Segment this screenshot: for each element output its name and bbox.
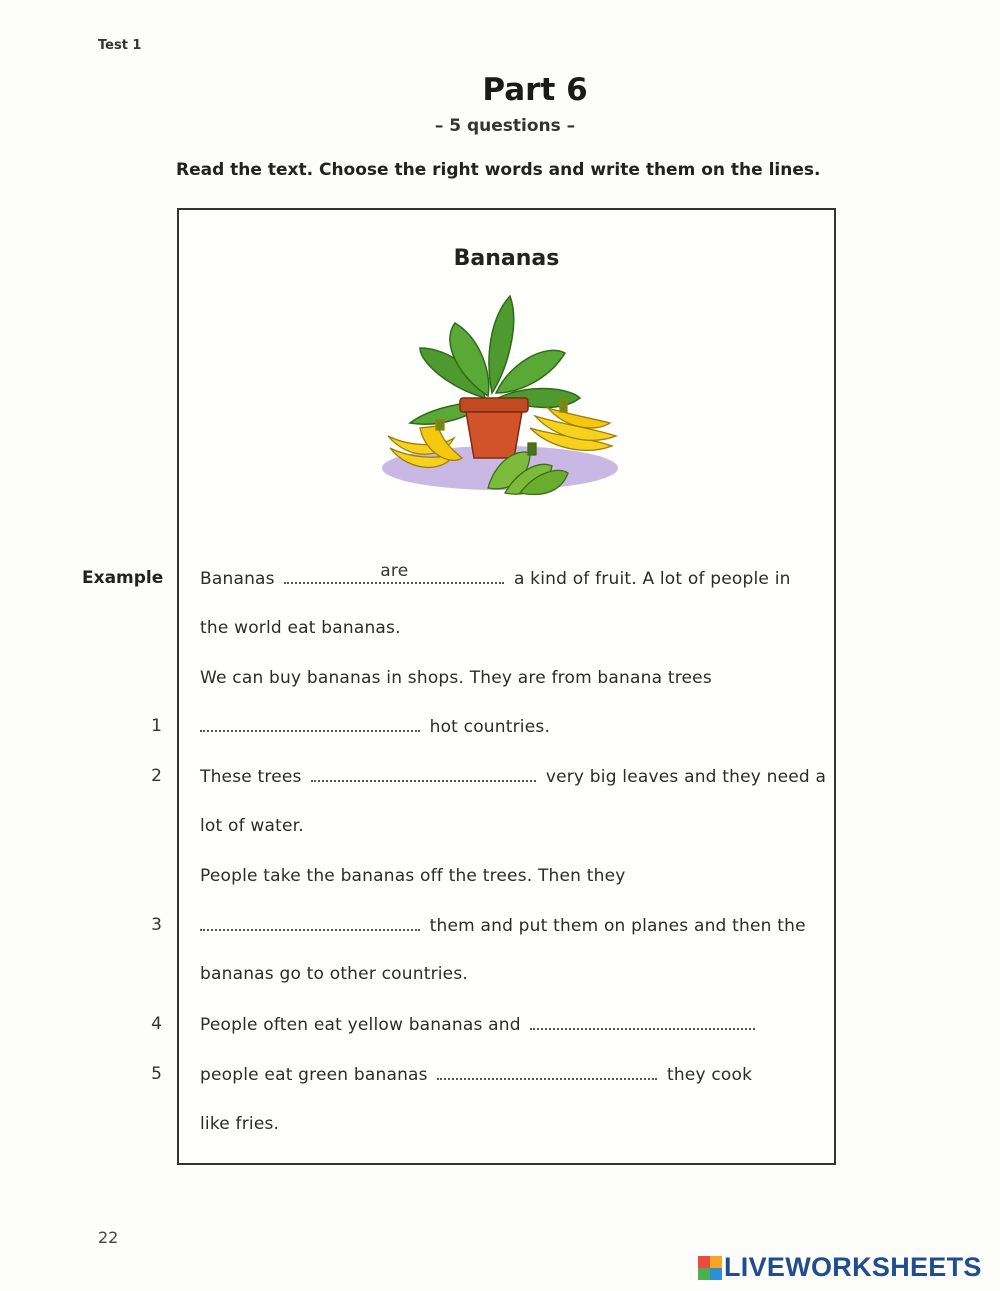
question-number-5: 5	[151, 1064, 162, 1084]
liveworksheets-logo-icon	[698, 1256, 722, 1280]
text-line-9: bananas go to other countries.	[200, 964, 469, 984]
text-line-7: People take the bananas off the trees. Then they	[200, 866, 626, 886]
test-label: Test 1	[98, 38, 142, 53]
line-11-before: people eat green bananas	[200, 1065, 428, 1085]
answer-blank-4[interactable]	[530, 1014, 755, 1030]
text-line-8	[196, 915, 806, 936]
banana-plant-illustration	[380, 288, 620, 503]
line-8-after: them and put them on planes and then the	[429, 916, 806, 936]
line-5-after: very big leaves and they need a	[545, 767, 827, 787]
text-line-5	[200, 766, 826, 787]
text-line-11	[200, 1064, 752, 1085]
text-line-4	[196, 716, 550, 737]
text-line-2: the world eat bananas.	[200, 618, 401, 638]
text-line-3: We can buy bananas in shops. They are from banana trees	[200, 668, 712, 688]
text-line-10	[200, 1014, 759, 1035]
brand-text: LIVEWORKSHEETS	[724, 1252, 982, 1282]
liveworksheets-logo	[698, 1252, 982, 1283]
part-title: Part 6	[482, 72, 588, 108]
text-line-12: like fries.	[200, 1114, 280, 1134]
example-label: Example	[82, 568, 164, 588]
page-number: 22	[98, 1228, 119, 1247]
part-subtitle: – 5 questions –	[434, 116, 576, 136]
instructions: Read the text. Choose the right words and write them on the lines.	[176, 160, 821, 180]
question-number-1: 1	[151, 716, 162, 736]
answer-blank-1[interactable]	[200, 716, 420, 732]
question-number-4: 4	[151, 1014, 162, 1034]
box-title: Bananas	[453, 246, 560, 271]
line-11-after: they cook	[666, 1065, 753, 1085]
line-4-after: hot countries.	[429, 717, 551, 737]
line-1-before: Bananas	[200, 569, 275, 589]
question-number-3: 3	[151, 915, 162, 935]
line-5-before: These trees	[200, 767, 302, 787]
example-answer-blank	[284, 561, 504, 584]
answer-blank-5[interactable]	[437, 1064, 657, 1080]
answer-blank-2[interactable]	[311, 766, 536, 782]
answer-blank-3[interactable]	[200, 915, 420, 931]
text-line-6: lot of water.	[200, 816, 304, 836]
line-10-before: People often eat yellow bananas and	[200, 1015, 521, 1035]
text-line-1	[200, 561, 791, 589]
question-number-2: 2	[151, 766, 162, 786]
line-1-after: a kind of fruit. A lot of people in	[513, 569, 791, 589]
example-answer: are	[380, 561, 409, 581]
